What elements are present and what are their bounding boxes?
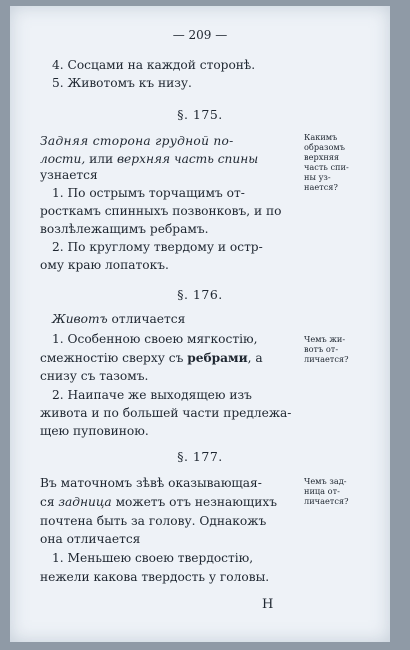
text-line: щею пуповиною. [40,424,149,438]
text-span: верхняя часть спины [116,152,259,166]
text-span: Животъ [52,312,108,326]
margin-note-177 [304,476,348,506]
text-line: 5. Животомъ къ низу. [52,76,192,90]
margin-note-175 [304,132,349,192]
text-span: отличается [111,312,186,326]
text-line: ому краю лопатокъ. [40,258,169,272]
text-span: ся [40,495,55,509]
text-line [52,312,185,326]
text-line: узнается [40,168,98,182]
text-line: живота и по большей части предлежа- [40,406,292,420]
margin-line: личается? [304,354,349,364]
margin-line: ны уз- [304,172,331,182]
text-line: 2. Наипаче же выходящею изъ [52,388,252,402]
text-line: 2. По круглому твердому и остр- [52,240,263,254]
text-line [40,351,263,365]
text-span: , а [247,351,263,365]
section-heading-177: §. 177. [177,449,223,464]
margin-line: Какимъ [304,132,338,142]
text-line: росткамъ спинныхъ позвонковъ, и по [40,204,282,218]
margin-line: часть спи- [304,162,349,172]
text-span: или [89,152,114,166]
text-line: нежели какова твердость у головы. [40,570,270,584]
text-line: 1. Меньшею своею твердостію, [52,551,254,565]
section-heading-175: §. 175. [177,107,223,122]
text-line: Задняя сторона грудной по- [40,134,234,148]
text-line: она отличается [40,532,141,546]
margin-note-176 [304,334,348,364]
text-line: почтена быть за голову. Однакожъ [40,514,267,528]
text-span: можетъ отъ незнающихъ [115,495,277,509]
margin-line: образомъ [304,142,345,152]
margin-line: верхняя [304,152,340,162]
margin-line: нается? [304,182,338,192]
section-heading-176: §. 176. [177,287,223,302]
margin-line: Чемъ жи- [304,334,346,344]
text-line: 1. По острымъ торчащимъ от- [52,186,245,200]
book-page [10,6,390,642]
text-line: Въ маточномъ зѣвѣ оказывающая- [40,476,262,490]
text-line [40,152,258,166]
text-span: задница [58,495,112,509]
text-line: 4. Сосцами на каждой сторонѣ. [52,58,256,72]
margin-line: личается? [304,496,349,506]
page-number: — 209 — [172,28,228,42]
text-span: ребрами [187,351,248,365]
text-line: возлѣлежащимъ ребрамъ. [40,222,209,236]
text-span: смежностію сверху съ [40,351,184,365]
text-line: 1. Особенною своею мягкостію, [52,332,258,346]
signature-mark: Н [262,597,274,612]
margin-line: Чемъ зад- [304,476,347,486]
margin-line: ница от- [304,486,340,496]
text-line [40,495,277,509]
text-line: снизу съ тазомъ. [40,369,149,383]
text-span: лости, [40,152,86,166]
margin-line: вотъ от- [304,344,339,354]
